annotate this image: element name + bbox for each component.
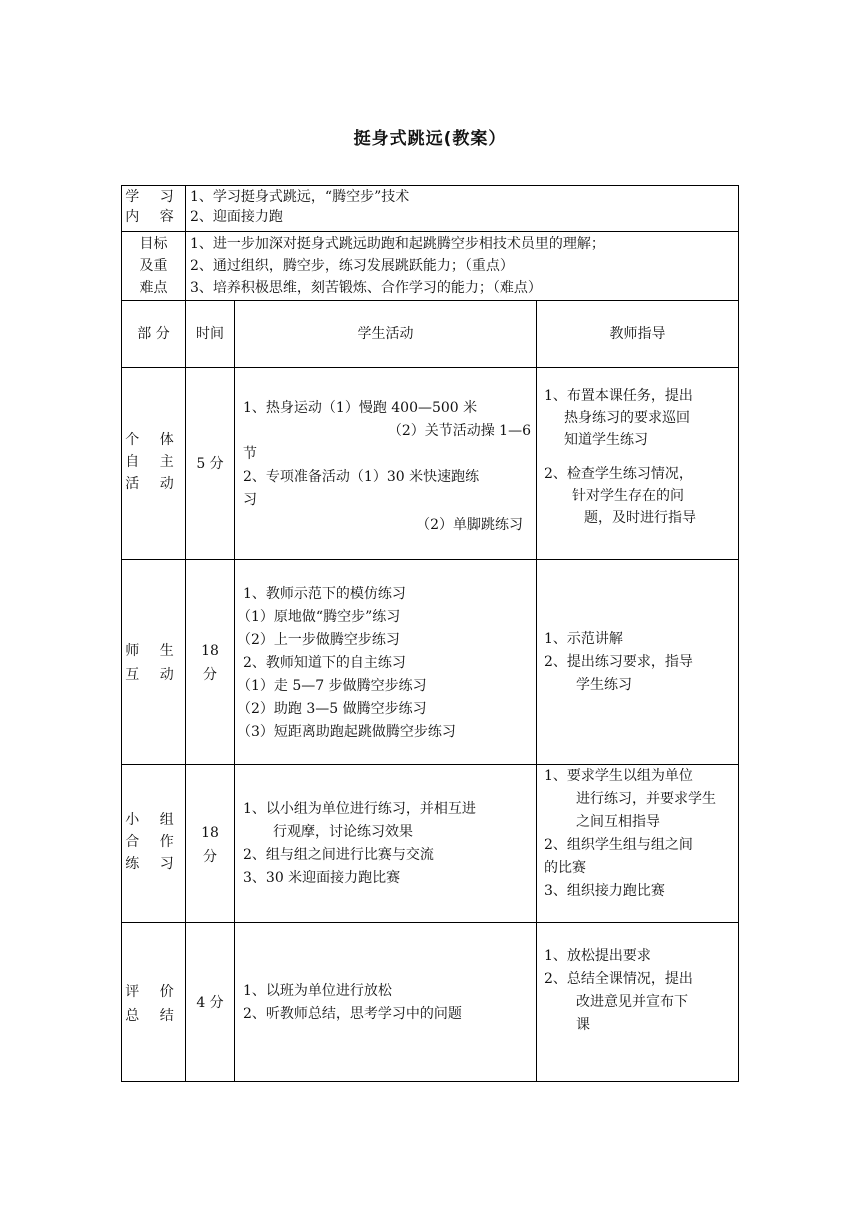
header-time: 时间 bbox=[196, 326, 224, 342]
section-time: 18 分 bbox=[201, 825, 219, 865]
section-time: 4 分 bbox=[196, 995, 224, 1011]
col-divider bbox=[234, 300, 235, 1082]
section-teacher-guidance: 1、放松提出要求 2、总结全课情况，提出 改进意见并宣布下 课 bbox=[544, 948, 693, 1033]
section-student-activity: 1、以班为单位进行放松 2、听教师总结，思考学习中的问题 bbox=[243, 983, 462, 1022]
goals-text: 1、进一步加深对挺身式跳远助跑和起跳腾空步相技术员里的理解； 2、通过组织，腾空步，练习发展跳跃能力；（重点） 3、培养积极思维，刻苦锻炼、合作学习的能力；（难点） bbox=[190, 236, 605, 296]
col-divider bbox=[185, 185, 186, 1082]
section-student-activity: 1、以小组为单位进行练习，并相互进 行观摩，讨论练习效果 2、组与组之间进行比赛与交流 3、30 米迎面接力跑比赛 bbox=[243, 801, 476, 886]
row-divider bbox=[121, 300, 739, 301]
section-time: 18 分 bbox=[201, 643, 219, 683]
row-divider bbox=[121, 922, 739, 923]
goals-label: 目标 及重 难点 bbox=[139, 236, 168, 296]
section-time: 5 分 bbox=[196, 456, 224, 472]
section-teacher-guidance: 1、布置本课任务，提出 热身练习的要求巡回 知道学生练习 2、检查学生练习情况， 针对学生存在的问 题，及时进行指导 bbox=[544, 388, 696, 526]
row-divider bbox=[121, 367, 739, 368]
row-divider bbox=[121, 559, 739, 560]
row-divider bbox=[121, 231, 739, 232]
section-teacher-guidance: 1、示范讲解 2、提出练习要求，指导 学生练习 bbox=[544, 631, 693, 693]
section-part-label: 小 组 合 作 练 习 bbox=[125, 812, 182, 872]
section-part-label: 评 价 总 结 bbox=[125, 984, 182, 1024]
section-teacher-guidance: 1、要求学生以组为单位 进行练习，并要求学生 之间互相指导 2、组织学生组与组之间 的比赛 3、组织接力跑比赛 bbox=[544, 768, 716, 899]
content-label: 学 习 内 容 bbox=[125, 189, 182, 225]
header-part: 部 分 bbox=[137, 326, 170, 342]
section-part-label: 个 体 自 主 活 动 bbox=[125, 432, 182, 492]
header-student-activity: 学生活动 bbox=[357, 326, 414, 342]
section-student-activity: 1、教师示范下的模仿练习 （1）原地做“腾空步”练习 （2）上一步做腾空步练习 2、教师知道下的自主练习 （1）走 5—7 步做腾空步练习 （2）助跑 3—5 做腾空步练习 （3）短距离助跑起跳做腾空步练习 bbox=[237, 586, 456, 740]
content-text: 1、学习挺身式跳远，“腾空步”技术 2、迎面接力跑 bbox=[190, 189, 410, 225]
section-part-label: 师 生 互 动 bbox=[125, 643, 182, 683]
col-divider bbox=[536, 300, 537, 1082]
section-student-activity: 1、热身运动（1）慢跑 400—500 米 （2）关节活动操 1—6 节 2、专项准备活动（1）30 米快速跑练 习 （2）单脚跳练习 bbox=[243, 400, 531, 533]
document-title: 挺身式跳远(教案） bbox=[353, 129, 507, 149]
header-teacher-guidance: 教师指导 bbox=[609, 326, 666, 342]
